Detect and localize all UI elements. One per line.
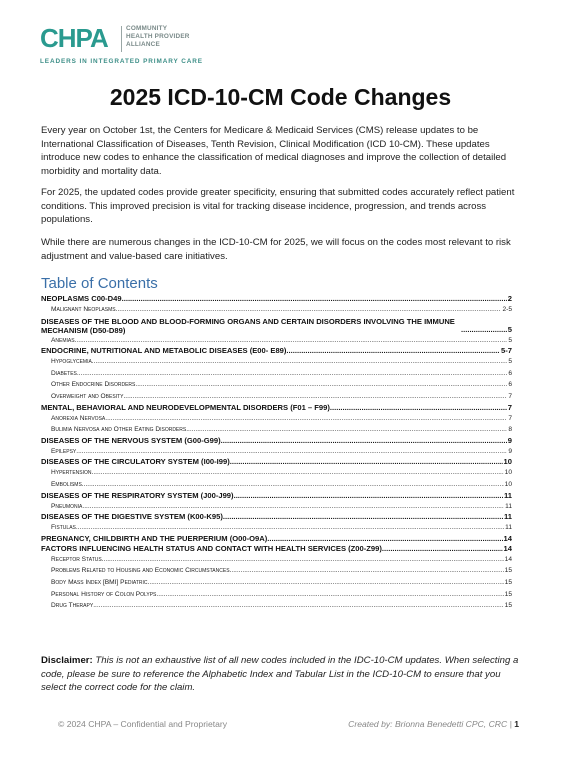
toc-leader-dots <box>82 501 504 513</box>
toc-entry-page: 9 <box>508 447 512 455</box>
toc-entry-page: 10 <box>504 469 512 477</box>
toc-leader-dots <box>286 346 500 356</box>
toc-entry-page: 5 <box>508 336 512 344</box>
toc-leader-dots <box>92 467 504 479</box>
toc-entry-page: 15 <box>504 590 512 598</box>
toc-subsection-link[interactable] <box>41 413 512 425</box>
toc-subsection-link[interactable] <box>41 304 512 316</box>
toc-entry-page: 10 <box>503 457 512 467</box>
toc-entry-label: Drug Therapy <box>51 602 94 610</box>
toc-section-link[interactable] <box>41 294 512 304</box>
toc-entry-label: Embolisms <box>51 480 82 488</box>
toc-leader-dots <box>102 554 504 566</box>
toc-entry-page: 14 <box>504 555 512 563</box>
toc-subsection-link[interactable] <box>41 424 512 436</box>
toc-section-link[interactable] <box>41 457 512 467</box>
toc-entry-label: MENTAL, BEHAVIORAL AND NEURODEVELOPMENTAL DISORDERS (F01 – F99) <box>41 402 330 412</box>
toc-entry-label: Diabetes <box>51 369 77 377</box>
toc-subsection-link[interactable] <box>41 446 512 458</box>
toc-section-link[interactable] <box>41 436 512 446</box>
toc-entry-label: Malignant Neoplasms <box>51 306 116 313</box>
toc-entry-page: 5 <box>507 324 512 334</box>
toc-section-link[interactable] <box>41 544 512 554</box>
toc-entry-page: 2-5 <box>502 306 512 313</box>
toc-section-link[interactable] <box>41 491 512 501</box>
toc-entry-page: 14 <box>503 543 512 553</box>
toc-subsection-link[interactable] <box>41 335 512 347</box>
toc-leader-dots <box>92 356 508 368</box>
toc-entry-label: DISEASES OF THE NERVOUS SYSTEM (G00-G99) <box>41 435 221 445</box>
page-number: 1 <box>514 719 519 729</box>
toc-leader-dots <box>122 294 507 304</box>
footer-copyright: © 2024 CHPA – Confidential and Proprietary <box>58 719 228 729</box>
toc-entry-label: Hypoglycemia <box>51 358 92 366</box>
toc-entry-page: 10 <box>504 480 512 488</box>
toc-subsection-link[interactable] <box>41 391 512 403</box>
toc-leader-dots <box>116 304 502 316</box>
toc-leader-dots <box>148 577 504 589</box>
toc-entry-label: Other Endocrine Disorders <box>51 381 136 389</box>
toc-entry-page: 14 <box>503 533 512 543</box>
toc-entry-page: 15 <box>504 578 512 586</box>
toc-leader-dots <box>267 534 502 544</box>
toc-entry-page: 2 <box>507 294 512 303</box>
toc-heading: Table of Contents <box>41 275 158 292</box>
toc-leader-dots <box>223 512 503 522</box>
toc-leader-dots <box>82 479 504 491</box>
table-of-contents <box>41 294 512 612</box>
toc-section-link[interactable] <box>41 512 512 522</box>
disclaimer-label: Disclaimer: <box>41 655 93 666</box>
toc-leader-dots <box>156 589 503 601</box>
toc-entry-page: 11 <box>503 512 512 522</box>
toc-entry-page: 6 <box>508 381 512 389</box>
disclaimer-text: This is not an exhaustive list of all new codes included in the IDC-10-CM updates. When selecting a code, please be sure to reference the Alphabetic Index and Tabular List in the ICD-10-CM to ensure that you select the correct code for the claim. <box>41 655 519 694</box>
logo-org-name <box>126 25 190 49</box>
toc-leader-dots <box>135 379 507 391</box>
logo-line: COMMUNITY <box>126 25 168 32</box>
intro-paragraph: Every year on October 1st, the Centers for Medicare & Medicaid Services (CMS) release updates to be International Classification of Diseases, Tenth Revision, Clinical Modification (ICD 10-CM). These updates introduce new codes to enhance the classification of medical diagnoses and improve the collection of detailed morbidity and mortality data. <box>41 125 507 177</box>
toc-entry-page: 11 <box>505 502 512 510</box>
toc-subsection-link[interactable] <box>41 565 512 577</box>
toc-section-link[interactable] <box>41 534 512 544</box>
toc-entry-label: Personal History of Colon Polyps <box>51 590 157 598</box>
toc-entry-page: 7 <box>508 392 512 400</box>
toc-leader-dots <box>75 335 508 347</box>
toc-leader-dots <box>230 457 503 467</box>
footer-author: Created by: Brionna Benedetti CPC, CRC | 1 <box>348 719 519 729</box>
toc-entry-label: Pneumonia <box>51 502 83 510</box>
toc-entry-label: Fistulas <box>51 524 76 532</box>
toc-leader-dots <box>330 403 507 413</box>
toc-entry-label: Bulimia Nervosa and Other Eating Disorders <box>51 426 187 434</box>
toc-entry-page: 11 <box>503 490 512 500</box>
toc-entry-label: Body Mass Index [BMI] Pediatric <box>51 578 148 586</box>
toc-leader-dots <box>105 413 507 425</box>
toc-subsection-link[interactable] <box>41 368 512 380</box>
toc-entry-page: 15 <box>504 602 512 610</box>
toc-entry-page: 7 <box>508 414 512 422</box>
toc-leader-dots <box>230 565 504 577</box>
toc-leader-dots <box>76 446 507 458</box>
toc-subsection-link[interactable] <box>41 356 512 368</box>
toc-subsection-link[interactable] <box>41 501 512 513</box>
toc-leader-dots <box>76 522 504 534</box>
toc-subsection-link[interactable] <box>41 589 512 601</box>
toc-entry-label: DISEASES OF THE RESPIRATORY SYSTEM (J00-J99) <box>41 490 234 500</box>
toc-leader-dots <box>461 325 507 335</box>
logo-line: ALLIANCE <box>126 41 160 48</box>
toc-entry-label: Receptor Status <box>51 555 102 563</box>
logo-tagline: LEADERS IN INTEGRATED PRIMARY CARE <box>40 58 203 65</box>
toc-entry-label: NEOPLASMS C00-D49 <box>41 294 122 303</box>
toc-entry-page: 5-7 <box>501 346 512 356</box>
toc-subsection-link[interactable] <box>41 522 512 534</box>
toc-subsection-link[interactable] <box>41 554 512 566</box>
toc-entry-label: ENDOCRINE, NUTRITIONAL AND METABOLIC DISEASES (E00- E89) <box>41 346 287 356</box>
toc-entry-label: DISEASES OF THE DIGESTIVE SYSTEM (K00-K95) <box>41 512 223 522</box>
toc-entry-page: 6 <box>508 369 512 377</box>
toc-subsection-link[interactable] <box>41 467 512 479</box>
toc-entry-label: Anorexia Nervosa <box>51 414 106 422</box>
toc-entry-label: Epilepsy <box>51 447 77 455</box>
logo-wordmark: CHPA <box>40 23 108 53</box>
toc-leader-dots <box>234 491 503 501</box>
toc-leader-dots <box>77 368 507 380</box>
toc-entry-label: PREGNANCY, CHILDBIRTH AND THE PUERPERIUM (O00-O9A) <box>41 533 268 543</box>
toc-subsection-link[interactable] <box>41 379 512 391</box>
toc-entry-page: 8 <box>508 426 512 434</box>
toc-entry-page: 7 <box>507 402 512 412</box>
toc-leader-dots <box>382 544 503 554</box>
toc-entry-label: Anemias <box>51 336 75 344</box>
toc-section-link[interactable] <box>41 403 512 413</box>
toc-subsection-link[interactable] <box>41 479 512 491</box>
toc-entry-label: DISEASES OF THE CIRCULATORY SYSTEM (I00-I99) <box>41 457 230 467</box>
toc-leader-dots <box>221 436 507 446</box>
toc-entry-label: Hypertension <box>51 469 92 477</box>
toc-entry-label: DISEASES OF THE BLOOD AND BLOOD-FORMING ORGANS AND CERTAIN DISORDERS INVOLVING THE IMMUNE MECHANISM (D50-D89) <box>41 316 455 335</box>
toc-section-link[interactable] <box>41 316 512 335</box>
toc-leader-dots <box>93 600 503 612</box>
toc-leader-dots <box>186 424 507 436</box>
page-title: 2025 ICD-10-CM Code Changes <box>109 84 452 110</box>
logo-line: HEALTH PROVIDER <box>126 33 190 40</box>
intro-paragraph: For 2025, the updated codes provide greater specificity, ensuring that submitted codes accurately reflect patient conditions. This improved precision is vital for tracking disease incidence, progression, and trends across populations. <box>41 187 515 225</box>
logo-divider <box>121 26 122 52</box>
intro-paragraph: While there are numerous changes in the ICD-10-CM for 2025, we will focus on the codes most relevant to risk adjustment and value-based care initiatives. <box>41 237 511 262</box>
footer-author-text: Created by: Brionna Benedetti CPC, CRC <box>348 719 508 729</box>
toc-entry-page: 15 <box>504 567 512 575</box>
toc-entry-label: Problems Related to Housing and Economic Circumstances <box>51 567 230 575</box>
toc-entry-label: Overweight and Obesity <box>51 392 124 400</box>
toc-subsection-link[interactable] <box>41 577 512 589</box>
disclaimer <box>41 654 519 695</box>
toc-entry-label: FACTORS INFLUENCING HEALTH STATUS AND CONTACT WITH HEALTH SERVICES (Z00-Z99) <box>41 543 382 553</box>
toc-section-link[interactable] <box>41 346 512 356</box>
toc-leader-dots <box>123 391 507 403</box>
toc-entry-page: 11 <box>505 524 512 532</box>
toc-entry-page: 5 <box>508 358 512 366</box>
toc-subsection-link[interactable] <box>41 600 512 612</box>
toc-entry-page: 9 <box>507 435 512 445</box>
chpa-logo <box>40 24 240 68</box>
